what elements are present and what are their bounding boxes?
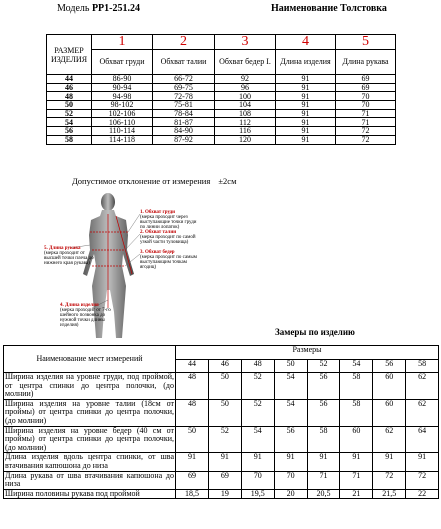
size-row <box>47 118 396 127</box>
measurement-row <box>4 489 439 499</box>
sizes-header: Размеры <box>176 346 439 360</box>
size-row <box>47 135 396 144</box>
measurement-row <box>4 453 439 471</box>
size-cell: 50 <box>47 101 92 110</box>
value-cell: 69-75 <box>153 83 215 92</box>
column-number: 3 <box>215 35 276 50</box>
size-row <box>47 92 396 101</box>
measurement-value: 56 <box>307 399 340 426</box>
size-row <box>47 101 396 110</box>
value-cell: 90-94 <box>92 83 153 92</box>
measurement-value: 60 <box>373 399 406 426</box>
measure-name-header: Наименование мест измерений <box>4 346 176 373</box>
value-cell: 66-72 <box>153 75 215 84</box>
measurement-value: 72 <box>406 471 439 489</box>
value-cell: 91 <box>276 109 336 118</box>
measurement-value: 64 <box>406 426 439 453</box>
measurement-value: 52 <box>208 426 241 453</box>
size-row <box>47 109 396 118</box>
measurement-value: 91 <box>406 453 439 471</box>
value-cell: 120 <box>215 135 276 144</box>
value-cell: 116 <box>215 127 276 136</box>
column-label: Длина изделия <box>276 50 336 75</box>
column-label: Обхват бедер I. <box>215 50 276 75</box>
value-cell: 70 <box>336 101 396 110</box>
measurement-value: 60 <box>373 373 406 400</box>
measurement-value: 56 <box>274 426 307 453</box>
tolerance-value: ±2см <box>218 176 237 186</box>
size-cell: 54 <box>47 118 92 127</box>
value-cell: 110-114 <box>92 127 153 136</box>
value-cell: 108 <box>215 109 276 118</box>
size-row <box>47 127 396 136</box>
measurement-label: Ширина изделия на уровне бедер (40 см от проймы) от центра спинки до центра полочки, (до молнии) <box>5 425 174 452</box>
column-number: 1 <box>92 35 153 50</box>
size-header-cell: 50 <box>274 359 307 373</box>
measurement-value: 58 <box>307 426 340 453</box>
size-cell: 46 <box>47 83 92 92</box>
value-cell: 86-90 <box>92 75 153 84</box>
measurements-table <box>3 345 439 499</box>
value-cell: 91 <box>276 127 336 136</box>
measurement-value: 19,5 <box>241 489 274 499</box>
column-label: Длина рукава <box>336 50 396 75</box>
value-cell: 91 <box>276 75 336 84</box>
measurement-value: 62 <box>406 399 439 426</box>
measurement-label: Ширина изделия на уровне талии (18см от проймы) от центра спинки до центра полочки, (до молнии) <box>5 398 174 425</box>
size-header-cell: 54 <box>340 359 373 373</box>
measurement-value: 18,5 <box>176 489 209 499</box>
measurement-value: 91 <box>307 453 340 471</box>
size-header-cell: 44 <box>176 359 209 373</box>
value-cell: 92 <box>215 75 276 84</box>
body-figure <box>30 190 200 340</box>
measurement-value: 22 <box>406 489 439 499</box>
value-cell: 81-87 <box>153 118 215 127</box>
label-sleeve: 5. Длина рукава (мерка проходит от высшей точки плеча до нижнего края рукава) <box>44 246 94 266</box>
measurement-value: 58 <box>340 399 373 426</box>
value-cell: 72-78 <box>153 92 215 101</box>
label-chest: 1. Обхват груди (мерка проходит через выступающие точки груди по линии лопаток) <box>140 210 197 230</box>
measurement-value: 69 <box>176 471 209 489</box>
size-header-cell: 46 <box>208 359 241 373</box>
size-row <box>47 83 396 92</box>
size-header-cell: 52 <box>307 359 340 373</box>
value-cell: 98-102 <box>92 101 153 110</box>
size-row <box>47 75 396 84</box>
model-header <box>57 3 140 14</box>
measurement-value: 21,5 <box>373 489 406 499</box>
measurement-value: 62 <box>406 373 439 400</box>
measurement-value: 62 <box>373 426 406 453</box>
measurement-value: 20,5 <box>307 489 340 499</box>
value-cell: 91 <box>276 135 336 144</box>
measurement-value: 91 <box>208 453 241 471</box>
value-cell: 69 <box>336 83 396 92</box>
measurement-value: 91 <box>373 453 406 471</box>
value-cell: 91 <box>276 83 336 92</box>
value-cell: 78-84 <box>153 109 215 118</box>
measurement-value: 91 <box>274 453 307 471</box>
value-cell: 106-110 <box>92 118 153 127</box>
label-length: 4. Длина изделия (мерка проходит от 7-го шейного позвонка до нужной точки длины изделия) <box>60 303 111 328</box>
model-code: PP1-251.24 <box>91 3 140 14</box>
value-cell: 112 <box>215 118 276 127</box>
measurements-title: Замеры по изделию <box>275 327 355 337</box>
value-cell: 69 <box>336 75 396 84</box>
size-cell: 44 <box>47 75 92 84</box>
size-column-header: РАЗМЕР ИЗДЕЛИЯ <box>47 35 92 75</box>
label-hips: 3. Обхват бедер (мерка проходит по самым выступающим точкам ягодиц) <box>140 250 197 270</box>
measurement-label: Ширина половины рукава под проймой <box>4 489 176 499</box>
size-table <box>46 34 396 145</box>
value-cell: 72 <box>336 135 396 144</box>
measurement-value: 60 <box>340 426 373 453</box>
value-cell: 71 <box>336 109 396 118</box>
measurement-value: 69 <box>208 471 241 489</box>
measurement-row <box>4 426 439 453</box>
measurement-row <box>4 471 439 489</box>
measurement-value: 54 <box>274 399 307 426</box>
measurement-value: 54 <box>274 373 307 400</box>
measurement-row <box>4 373 439 400</box>
column-label: Обхват груди <box>92 50 153 75</box>
value-cell: 70 <box>336 92 396 101</box>
size-cell: 58 <box>47 135 92 144</box>
value-cell: 94-98 <box>92 92 153 101</box>
measurement-value: 20 <box>274 489 307 499</box>
measurement-value: 21 <box>340 489 373 499</box>
value-cell: 100 <box>215 92 276 101</box>
value-cell: 84-90 <box>153 127 215 136</box>
size-cell: 48 <box>47 92 92 101</box>
measurement-label: Длина изделия вдоль центра спинки, от шва втачивания капюшона до низа <box>5 452 174 470</box>
column-number: 5 <box>336 35 396 50</box>
name-label: Наименование <box>271 3 338 14</box>
column-label: Обхват талии <box>153 50 215 75</box>
measurement-value: 91 <box>340 453 373 471</box>
value-cell: 91 <box>276 101 336 110</box>
measurement-value: 71 <box>307 471 340 489</box>
measurement-value: 71 <box>340 471 373 489</box>
size-header-cell: 48 <box>241 359 274 373</box>
measurement-value: 58 <box>340 373 373 400</box>
size-cell: 56 <box>47 127 92 136</box>
name-value: Толстовка <box>340 3 387 14</box>
measurement-value: 19 <box>208 489 241 499</box>
value-cell: 91 <box>276 92 336 101</box>
value-cell: 104 <box>215 101 276 110</box>
measurement-value: 70 <box>274 471 307 489</box>
value-cell: 91 <box>276 118 336 127</box>
model-label: Модель <box>57 3 90 14</box>
measurement-value: 91 <box>241 453 274 471</box>
measurement-value: 56 <box>307 373 340 400</box>
measurement-value: 48 <box>176 399 209 426</box>
measurement-label: Длина рукава от шва втачивания капюшона до низа <box>5 470 174 489</box>
measurement-row <box>4 399 439 426</box>
value-cell: 72 <box>336 127 396 136</box>
measurement-value: 50 <box>176 426 209 453</box>
measurement-value: 70 <box>241 471 274 489</box>
tolerance-text: Допустимое отклонение от измерения <box>72 176 211 186</box>
tolerance-note <box>72 176 236 186</box>
measurement-label: Ширина изделия на уровне груди, под проймой, от центра спинки до центра полочки, (до молнии) <box>5 372 174 399</box>
size-cell: 52 <box>47 109 92 118</box>
measurement-value: 50 <box>208 399 241 426</box>
value-cell: 71 <box>336 118 396 127</box>
measurement-value: 91 <box>176 453 209 471</box>
value-cell: 114-118 <box>92 135 153 144</box>
measurement-value: 72 <box>373 471 406 489</box>
size-header-cell: 56 <box>373 359 406 373</box>
value-cell: 87-92 <box>153 135 215 144</box>
measurement-value: 52 <box>241 399 274 426</box>
value-cell: 75-81 <box>153 101 215 110</box>
size-header-cell: 58 <box>406 359 439 373</box>
name-header <box>271 3 387 14</box>
measurement-value: 50 <box>208 373 241 400</box>
column-number: 2 <box>153 35 215 50</box>
measurement-value: 52 <box>241 373 274 400</box>
column-number: 4 <box>276 35 336 50</box>
measurement-value: 54 <box>241 426 274 453</box>
value-cell: 102-106 <box>92 109 153 118</box>
value-cell: 96 <box>215 83 276 92</box>
measurement-value: 48 <box>176 373 209 400</box>
label-waist: 2. Обхват талии (мерка проходит по самой узкой части туловища) <box>140 230 196 245</box>
